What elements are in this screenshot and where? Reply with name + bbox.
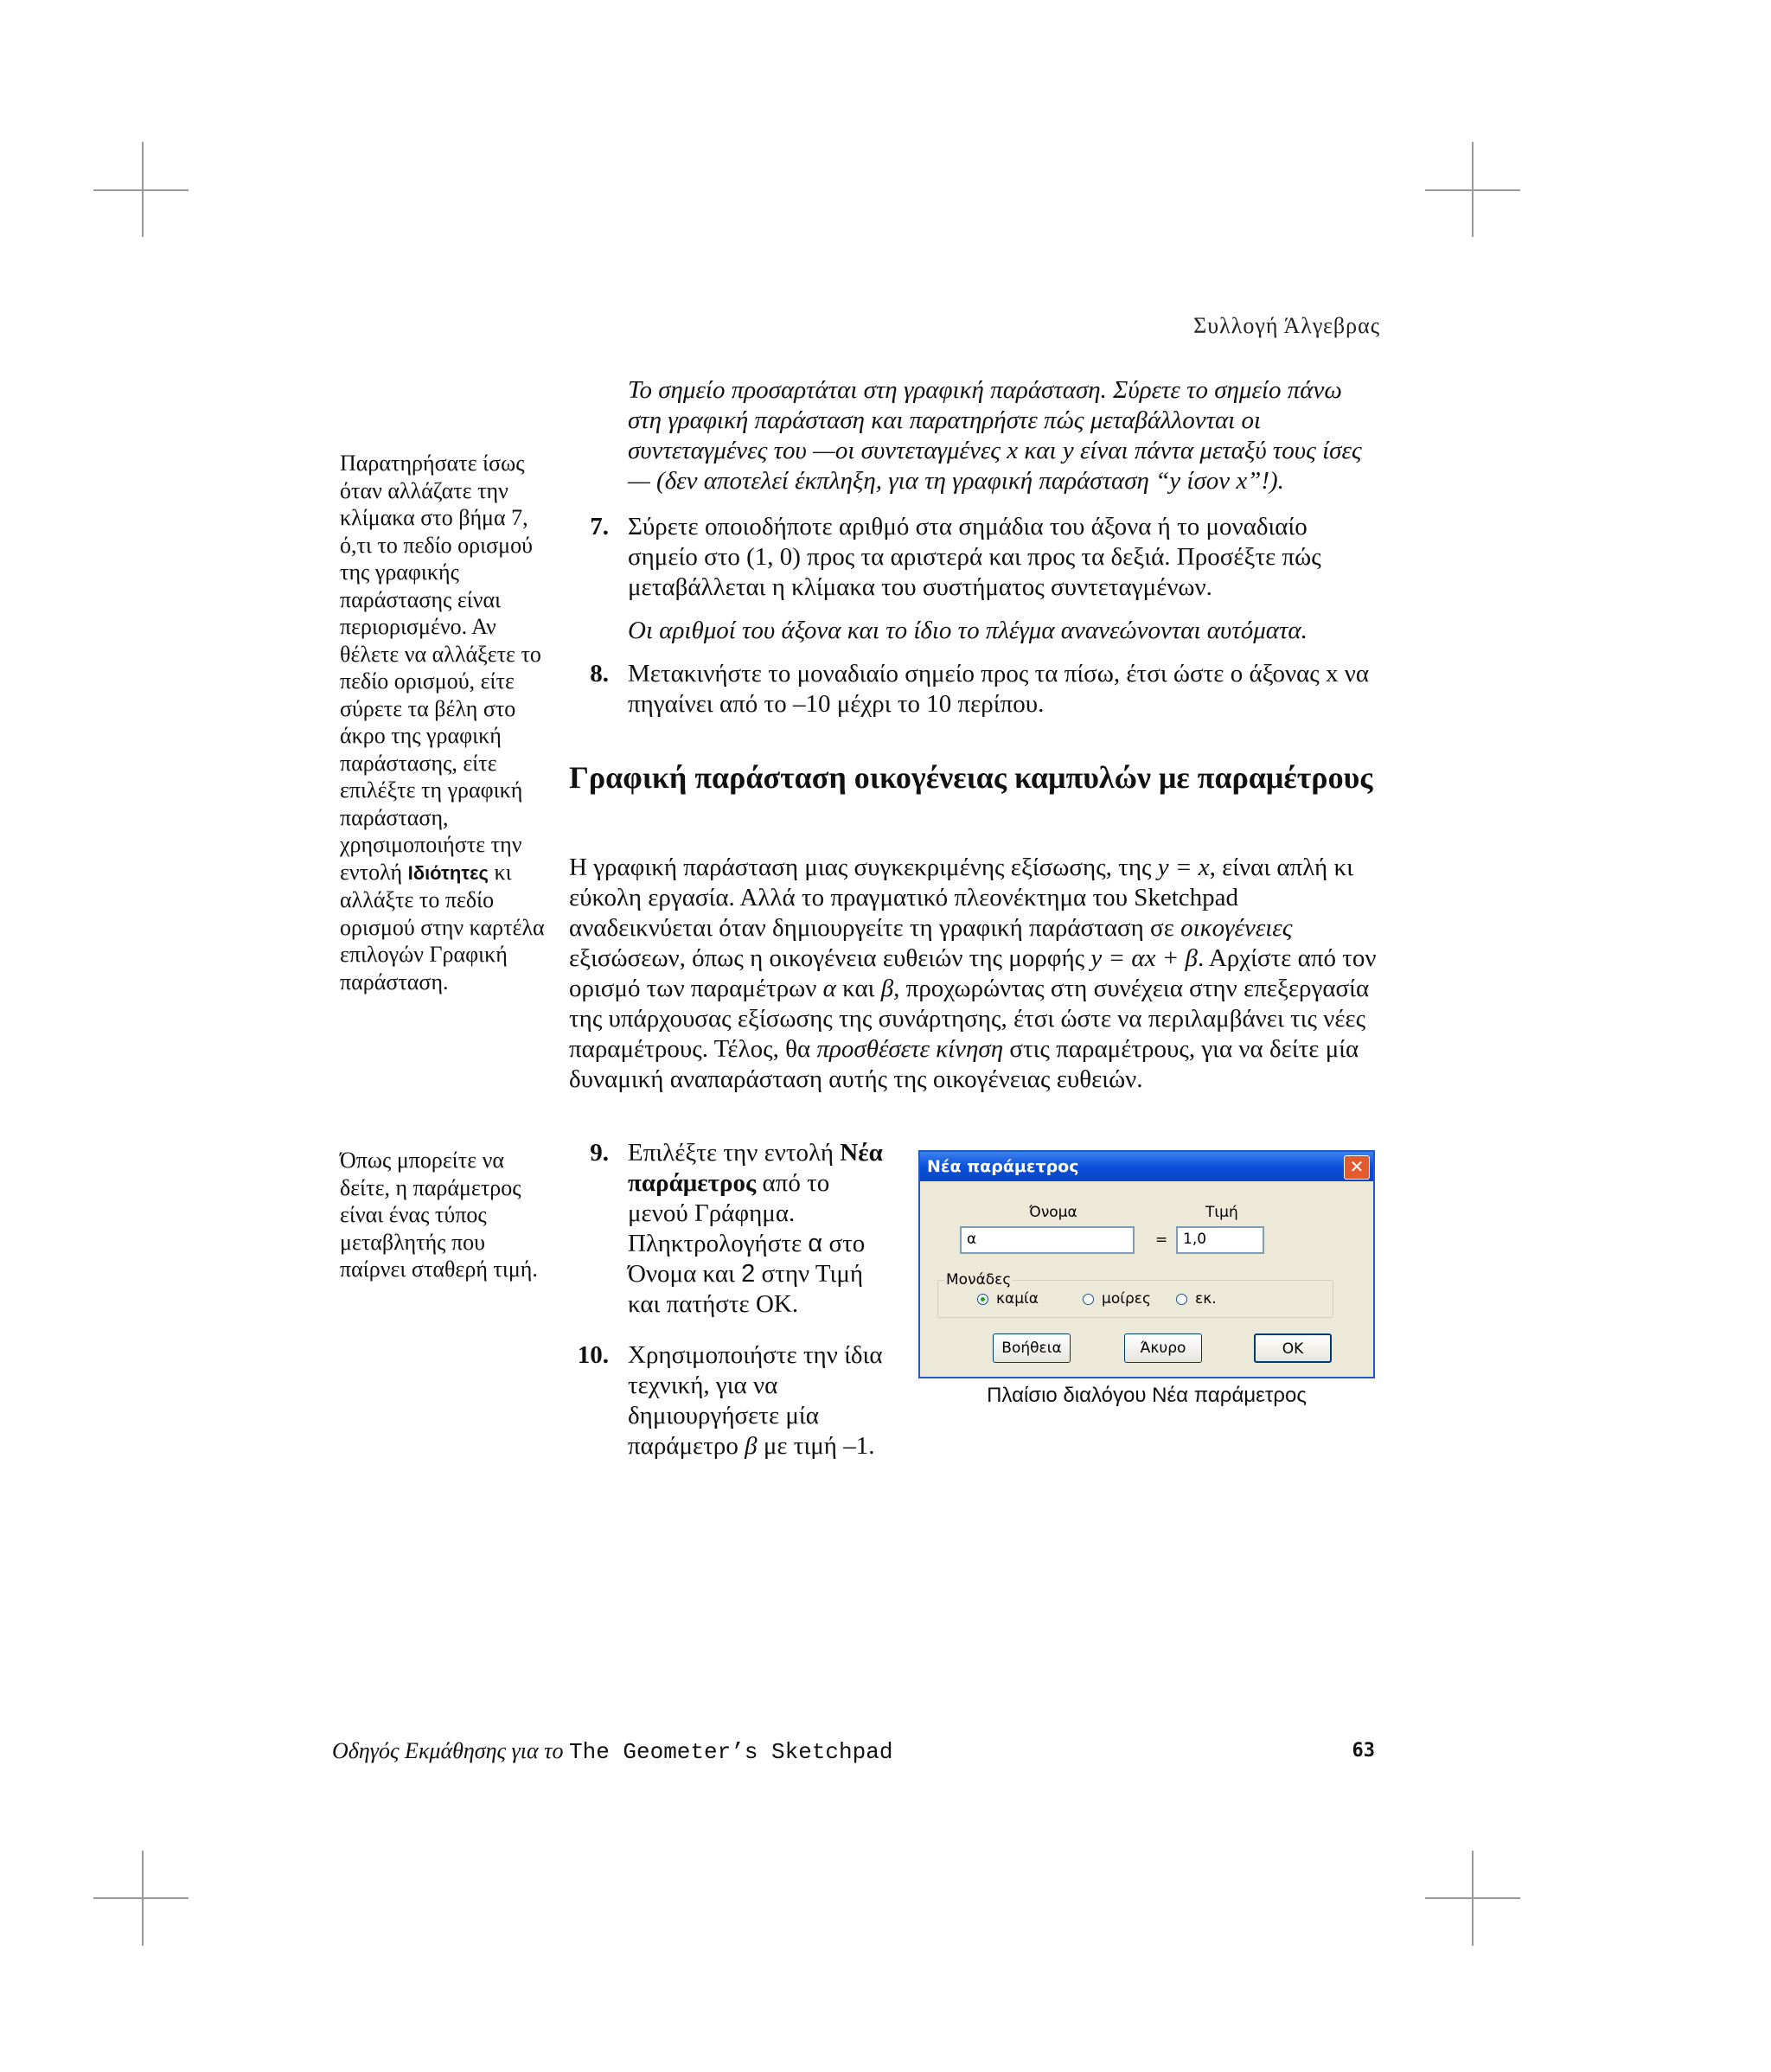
units-label: Μονάδες bbox=[946, 1271, 1012, 1289]
figure-caption: Πλαίσιο διαλόγου Νέα παράμετρος bbox=[987, 1384, 1307, 1407]
value-input[interactable]: 1,0 bbox=[1176, 1226, 1264, 1254]
crop-mark bbox=[93, 189, 189, 191]
dialog-title: Νέα παράμετρος bbox=[927, 1157, 1079, 1176]
sidebar-note bbox=[340, 450, 547, 995]
units-option-label: εκ. bbox=[1195, 1290, 1217, 1308]
section-heading: Γραφική παράσταση οικογένειας καμπυλών με παραμέτρους bbox=[569, 760, 1373, 795]
cancel-button[interactable]: Άκυρο bbox=[1124, 1333, 1202, 1363]
dialog-titlebar bbox=[920, 1152, 1373, 1181]
crop-mark bbox=[142, 142, 144, 237]
units-option-label: καμία bbox=[996, 1290, 1039, 1308]
units-radio-degrees[interactable] bbox=[1083, 1294, 1094, 1305]
close-icon[interactable]: ✕ bbox=[1344, 1155, 1370, 1180]
running-head: Συλλογή Άλγεβρας bbox=[1193, 313, 1380, 338]
step-7-text: Σύρετε οποιοδήποτε αριθμό στα σημάδια του άξονα ή το μοναδιαίο σημείο στο (1, 0) προς τα αριστερά και προς τα δεξιά. Προσέξτε πώς μεταβάλλεται η κλίμακα του συστήματος συντεταγμένων. bbox=[628, 513, 1321, 601]
crop-mark bbox=[1472, 142, 1474, 237]
new-parameter-dialog bbox=[918, 1150, 1375, 1378]
units-radio-cm[interactable] bbox=[1176, 1294, 1187, 1305]
name-input[interactable]: α bbox=[960, 1226, 1135, 1254]
step-number: 7. bbox=[590, 513, 609, 540]
value-label: Τιμή bbox=[1205, 1204, 1238, 1221]
footer-title: Οδηγός Εκμάθησης για το The Geometer’s Sketchpad bbox=[332, 1738, 893, 1765]
equals-sign: = bbox=[1155, 1231, 1168, 1249]
ok-button[interactable]: OK bbox=[1254, 1333, 1332, 1363]
units-radio-none[interactable] bbox=[977, 1294, 988, 1305]
sidebar-note-text: κι αλλάξτε το πεδίο ορισμού στην καρτέλα επιλογών Γραφική παράσταση. bbox=[340, 859, 545, 994]
sidebar-note-text: Παρατηρήσατε ίσως όταν αλλάζατε την κλίμακα στο βήμα 7, ό,τι το πεδίο ορισμού της γραφικής παράστασης είναι περιορισμένο. Αν θέλετε να αλλάξετε το πεδίο ορισμού, είτε σύρετε τα βέλη στο άκρο της γραφική παράστασης, είτε επιλέξτε τη γραφική παράσταση, χρησιμοποιήστε την εντολή bbox=[340, 451, 541, 885]
step-7-note: Οι αριθμοί του άξονα και το ίδιο το πλέγμα ανανεώνονται αυτόματα. bbox=[628, 617, 1307, 644]
page-number: 63 bbox=[1352, 1740, 1375, 1762]
step-9-text: Επιλέξτε την εντολή Νέα παράμετρος από το μενού Γράφημα. Πληκτρολογήστε α στο Όνομα και 2 στην Τιμή και πατήστε ΟΚ. bbox=[628, 1139, 883, 1318]
step-10-text: Χρησιμοποιήστε την ίδια τεχνική, για να δημιουργήσετε μία παράμετρο β με τιμή –1. bbox=[628, 1341, 883, 1460]
sidebar-note: Όπως μπορείτε να δείτε, η παράμετρος είναι ένας τύπος μεταβλητής που παίρνει σταθερή τιμή. bbox=[340, 1148, 538, 1282]
name-label: Όνομα bbox=[1029, 1204, 1077, 1221]
step-number: 10. bbox=[577, 1341, 609, 1369]
section-paragraph: Η γραφική παράσταση μιας συγκεκριμένης εξίσωσης, της y = x, είναι απλή κι εύκολη εργασία. Αλλά το πραγματικό πλεονέκτημα του Sketchpad αναδεικνύεται όταν δημιουργείτε τη γραφική παράσταση σε οικογένειες εξισώσεων, όπως η οικογένεια ευθειών της μορφής y = αx + β. Αρχίστε από τον ορισμό των παραμέτρων α και β, προχωρώντας στη συνέχεια στην επεξεργασία της υπάρχουσας εξίσωσης της συνάρτησης, έτσι ώστε να περιλαμβάνει τις νέες παραμέτρους. Τέλος, θα προσθέσετε κίνηση στις παραμέτρους, για να δείτε μία δυναμική αναπαράσταση αυτής της οικογένειας ευθειών. bbox=[569, 854, 1377, 1093]
command-name: Ιδιότητες bbox=[407, 861, 489, 884]
intro-note: Το σημείο προσαρτάται στη γραφική παράσταση. Σύρετε το σημείο πάνω στη γραφική παράσταση και παρατηρήστε πώς μεταβάλλονται οι συντεταγμένες του —οι συντεταγμένες x και y είναι πάντα μεταξύ τους ίσες— (δεν αποτελεί έκπληξη, για τη γραφική παράσταση “y ίσον x”!). bbox=[628, 376, 1362, 495]
crop-mark bbox=[93, 1897, 189, 1899]
step-number: 8. bbox=[590, 660, 609, 687]
help-button[interactable]: Βοήθεια bbox=[993, 1333, 1071, 1363]
step-8-text: Μετακινήστε το μοναδιαίο σημείο προς τα πίσω, έτσι ώστε ο άξονας x να πηγαίνει από το –10 μέχρι το 10 περίπου. bbox=[628, 660, 1370, 718]
crop-mark bbox=[142, 1851, 144, 1946]
units-option-label: μοίρες bbox=[1102, 1290, 1151, 1308]
crop-mark bbox=[1472, 1851, 1474, 1946]
step-number: 9. bbox=[590, 1139, 609, 1167]
